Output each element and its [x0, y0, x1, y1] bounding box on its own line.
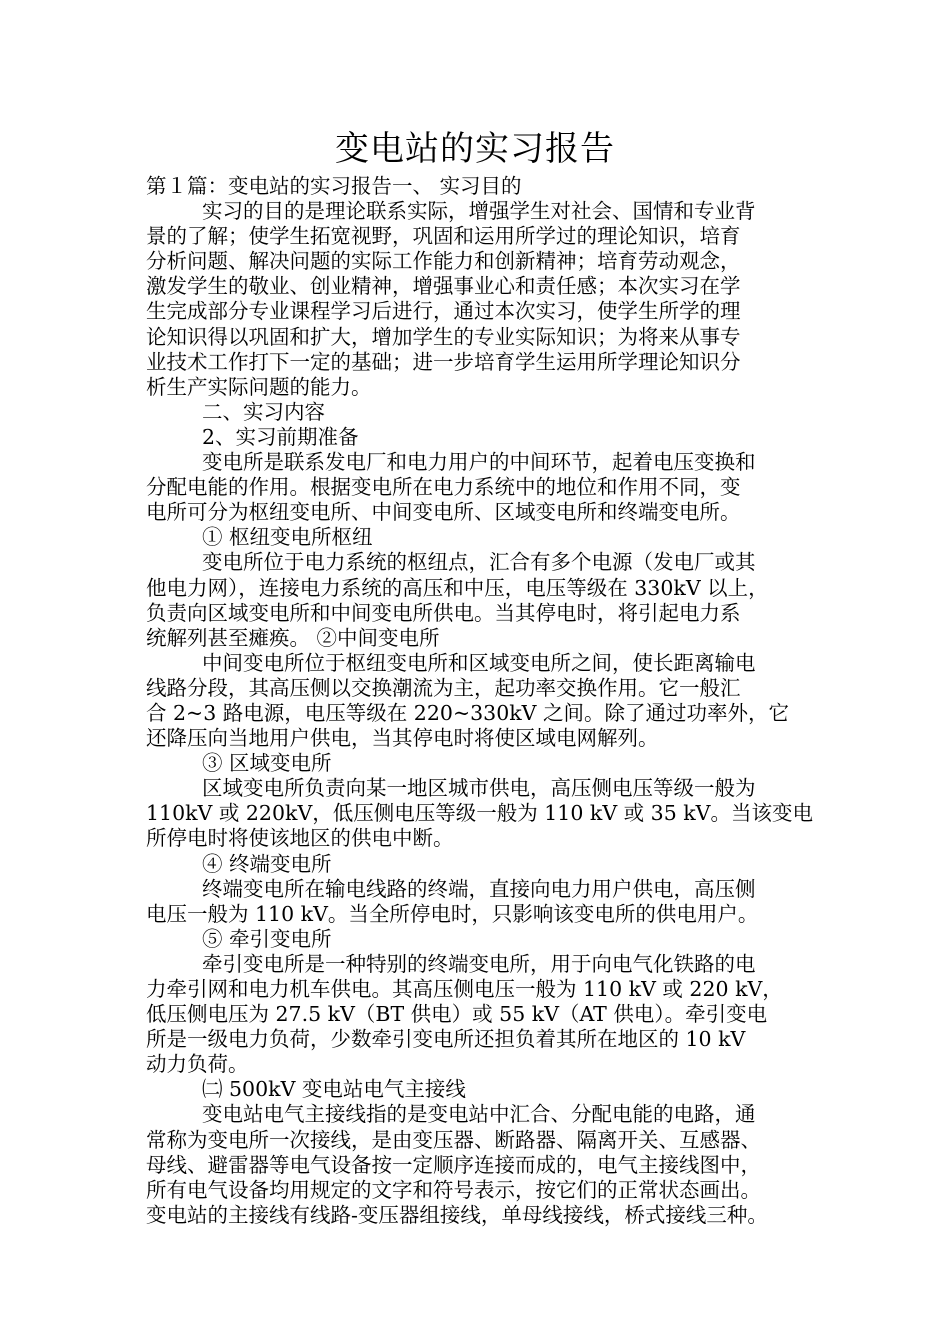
text-line: 他电力网），连接电力系统的高压和中压，电压等级在 330kV 以上，	[146, 575, 769, 600]
document-title: 变电站的实习报告	[335, 129, 615, 169]
document-body	[146, 174, 816, 1228]
text-line: 低压侧电压为 27.5 kV（BT 供电）或 55 kV（AT 供电）。牵引变电	[146, 1002, 768, 1027]
text-line: 中间变电所位于枢纽变电所和区域变电所之间，使长距离输电	[202, 650, 756, 675]
text-line: 所停电时将使该地区的供电中断。	[146, 826, 454, 851]
text-line: 变电所位于电力系统的枢纽点，汇合有多个电源（发电厂或其	[202, 550, 756, 575]
text-line: 分配电能的作用。根据变电所在电力系统中的地位和作用不同，变	[146, 475, 741, 500]
text-line: 牵引变电所是一种特别的终端变电所，用于向电气化铁路的电	[202, 951, 756, 976]
text-line: 变电所是联系发电厂和电力用户的中间环节，起着电压变换和	[202, 450, 756, 475]
text-line: 激发学生的敬业、创业精神，增强事业心和责任感；本次实习在学	[146, 274, 741, 299]
text-line: 2、实习前期准备	[202, 424, 359, 449]
text-line: 区域变电所负责向某一地区城市供电，高压侧电压等级一般为	[202, 776, 756, 801]
text-line: 110kV 或 220kV，低压侧电压等级一般为 110 kV 或 35 kV。当该变电	[146, 801, 813, 826]
text-line: ④ 终端变电所	[202, 851, 332, 876]
text-line: 实习的目的是理论联系实际，增强学生对社会、国情和专业背	[202, 199, 756, 224]
text-line: 还降压向当地用户供电，当其停电时将使区域电网解列。	[146, 726, 659, 751]
text-line: ⑤ 牵引变电所	[202, 926, 332, 951]
text-line: 统解列甚至瘫痪。 ②中间变电所	[146, 625, 440, 650]
text-line: 变电站的主接线有线路-变压器组接线，单母线接线，桥式接线三种。	[146, 1202, 768, 1227]
text-line: 论知识得以巩固和扩大，增加学生的专业实际知识；为将来从事专	[146, 324, 741, 349]
text-line: 线路分段，其高压侧以交换潮流为主，起功率交换作用。它一般汇	[146, 675, 741, 700]
text-line: 景的了解；使学生拓宽视野，巩固和运用所学过的理论知识，培育	[146, 224, 741, 249]
text-line: 终端变电所在输电线路的终端，直接向电力用户供电，高压侧	[202, 876, 756, 901]
text-line: 力牵引网和电力机车供电。其高压侧电压一般为 110 kV 或 220 kV，	[146, 977, 783, 1001]
text-line: ① 枢纽变电所枢纽	[202, 525, 373, 550]
text-line: 业技术工作打下一定的基础；进一步培育学生运用所学理论知识分	[146, 349, 741, 374]
text-line: 二、实习内容	[202, 399, 325, 424]
text-line: 电所可分为枢纽变电所、中间变电所、区域变电所和终端变电所。	[146, 500, 741, 525]
text-line: 析生产实际问题的能力。	[146, 374, 372, 399]
text-line: 常称为变电所一次接线，是由变压器、断路器、隔离开关、互感器、	[146, 1127, 761, 1152]
text-line: 电压一般为 110 kV。当全所停电时，只影响该变电所的供电用户。	[146, 901, 759, 926]
text-line: 负责向区域变电所和中间变电所供电。当其停电时，将引起电力系	[146, 600, 741, 625]
text-line: 所是一级电力负荷，少数牵引变电所还担负着其所在地区的 10 kV	[146, 1027, 746, 1052]
text-line: ㈡ 500kV 变电站电气主接线	[202, 1077, 466, 1102]
text-line: 变电站电气主接线指的是变电站中汇合、分配电能的电路，通	[202, 1102, 756, 1127]
text-line: 母线、避雷器等电气设备按一定顺序连接而成的，电气主接线图中，	[146, 1152, 761, 1177]
text-line: 合 2~3 路电源，电压等级在 220~330kV 之间。除了通过功率外，它	[146, 700, 789, 725]
text-line: ③ 区域变电所	[202, 751, 332, 776]
text-line: 第１篇：变电站的实习报告一、 实习目的	[146, 174, 522, 198]
text-line: 动力负荷。	[146, 1052, 249, 1077]
text-line: 分析问题、解决问题的实际工作能力和创新精神；培育劳动观念，	[146, 249, 741, 274]
text-line: 所有电气设备均用规定的文字和符号表示，按它们的正常状态画出。	[146, 1177, 761, 1202]
text-line: 生完成部分专业课程学习后进行，通过本次实习，使学生所学的理	[146, 299, 741, 324]
